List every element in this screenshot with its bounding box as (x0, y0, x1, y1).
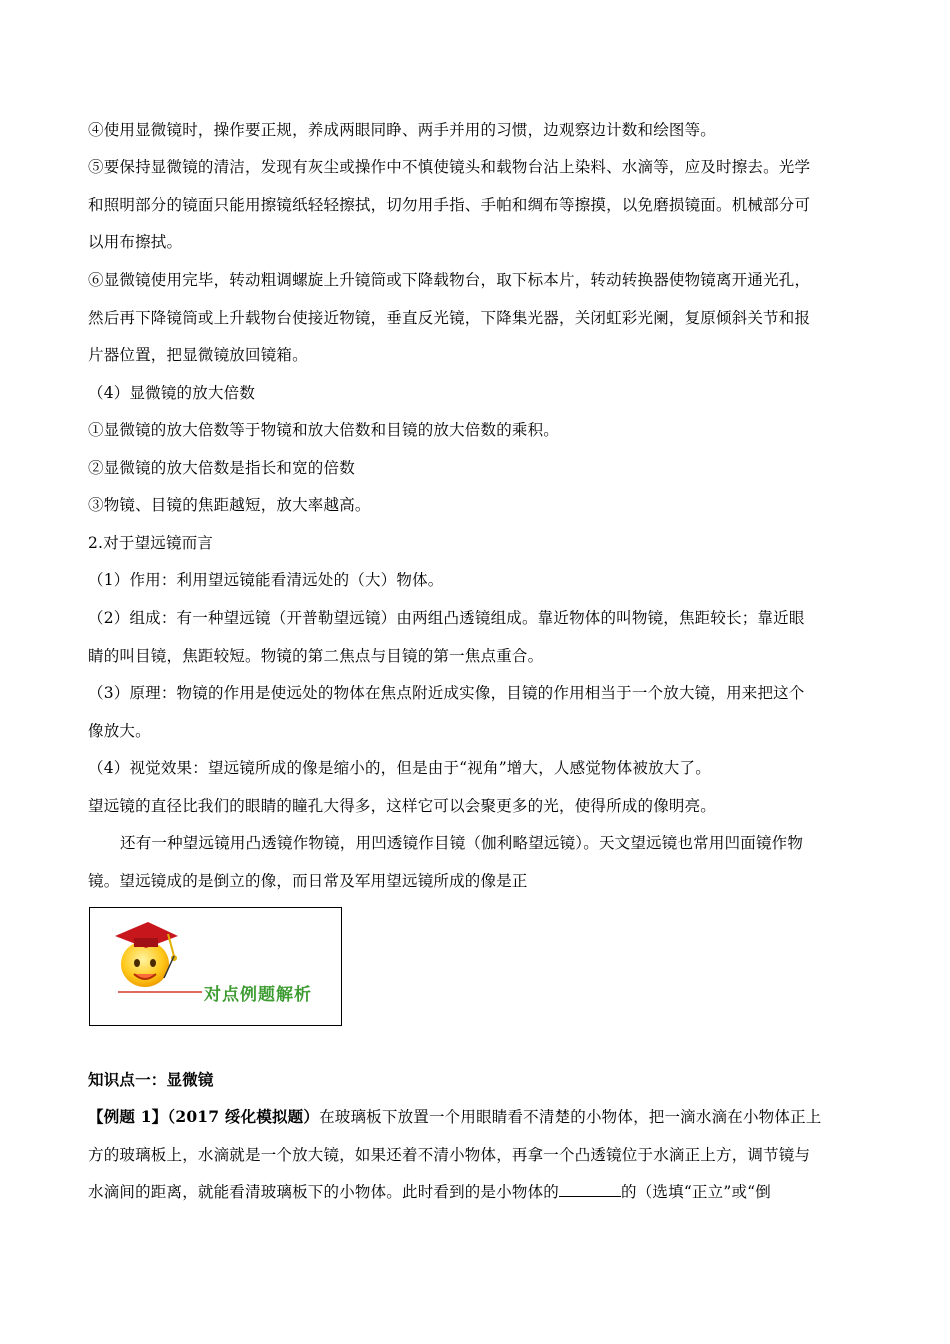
paragraph-line: ②显微镜的放大倍数是指长和宽的倍数 (88, 459, 355, 477)
paragraph-line: 望远镜的直径比我们的眼睛的瞳孔大得多，这样它可以会聚更多的光，使得所成的像明亮。 (88, 797, 717, 815)
paragraph-line: 和照明部分的镜面只能用擦镜纸轻轻擦拭，切勿用手指、手帕和绸布等擦摸，以免磨损镜面。机械部分可 (88, 196, 811, 214)
paragraph-line: 镜。望远镜成的是倒立的像，而日常及军用望远镜所成的像是正 (88, 872, 528, 890)
subheading: 2.对于望远镜而言 (88, 534, 214, 552)
paragraph-line: （3）原理：物镜的作用是使远处的物体在焦点附近成实像，目镜的作用相当于一个放大镜，用来把这个 (88, 684, 805, 702)
paragraph-line: 还有一种望远镜用凸透镜作物镜，用凹透镜作目镜（伽利略望远镜）。天文望远镜也常用凹面镜作物 (120, 834, 804, 852)
example-banner (89, 907, 342, 1026)
example-line (88, 1107, 868, 1127)
example-text: 的（选填“正立”或“倒 (621, 1183, 771, 1201)
section-title: 知识点一：显微镜 (88, 1070, 214, 1089)
paragraph-line: 像放大。 (88, 722, 151, 740)
paragraph-line: （1）作用：利用望远镜能看清远处的（大）物体。 (88, 571, 444, 589)
paragraph-line: ③物镜、目镜的焦距越短，放大率越高。 (88, 496, 371, 514)
example-line: 方的玻璃板上，水滴就是一个放大镜，如果还着不清小物体，再拿一个凸透镜位于水滴正上方，调节镜与 (88, 1146, 811, 1164)
paragraph-line: 睛的叫目镜，焦距较短。物镜的第二焦点与目镜的第一焦点重合。 (88, 647, 544, 665)
paragraph-line: （4）视觉效果：望远镜所成的像是缩小的，但是由于“视角”增大，人感觉物体被放大了。 (88, 759, 711, 777)
example-text: 水滴间的距离，就能看清玻璃板下的小物体。此时看到的是小物体的 (88, 1183, 560, 1201)
graduation-mascot-icon (90, 908, 340, 1024)
example-line (88, 1182, 868, 1202)
paragraph-line: ④使用显微镜时，操作要正规，养成两眼同睁、两手并用的习惯，边观察边计数和绘图等。 (88, 121, 717, 139)
banner-label: 对点例题解析 (204, 985, 312, 1005)
paragraph-line: ①显微镜的放大倍数等于物镜和放大倍数和目镜的放大倍数的乘积。 (88, 421, 560, 439)
answer-blank[interactable] (559, 1182, 621, 1197)
paragraph-line: 以用布擦拭。 (88, 233, 183, 251)
example-source: （2017 绥化模拟题） (167, 1107, 320, 1126)
paragraph-line: 然后再下降镜筒或上升载物台使接近物镜，垂直反光镜，下降集光器，关闭虹彩光阑，复原倾斜关节和报 (88, 309, 811, 327)
subheading: （4）显微镜的放大倍数 (88, 384, 256, 402)
paragraph-line: ⑥显微镜使用完毕，转动粗调螺旋上升镜筒或下降载物台，取下标本片，转动转换器使物镜离开通光孔， (88, 271, 811, 289)
paragraph-line: 片器位置，把显微镜放回镜箱。 (88, 346, 308, 364)
example-text: 在玻璃板下放置一个用眼睛看不清楚的小物体，把一滴水滴在小物体正上 (319, 1108, 822, 1126)
example-label: 【例题 1】 (88, 1107, 168, 1126)
paragraph-line: （2）组成：有一种望远镜（开普勒望远镜）由两组凸透镜组成。靠近物体的叫物镜，焦距较长；靠近眼 (88, 609, 805, 627)
paragraph-line: ⑤要保持显微镜的清洁，发现有灰尘或操作中不慎使镜头和载物台沾上染料、水滴等，应及时擦去。光学 (88, 158, 811, 176)
